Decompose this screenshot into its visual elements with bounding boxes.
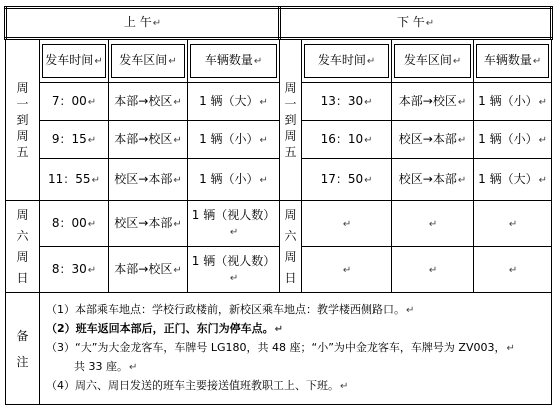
schedule-cell-time: 7：00↵ bbox=[40, 83, 109, 121]
empty-cell: ↵ bbox=[392, 247, 474, 293]
afternoon-header: 下 午↵ bbox=[280, 8, 552, 39]
schedule-cell-vehicles: 1 辆（小）↵ bbox=[188, 121, 280, 159]
weekday-label: 周 一 到 周 五 bbox=[6, 39, 40, 201]
schedule-cell-vehicles: 1 辆（视人数）↵ bbox=[188, 247, 280, 293]
schedule-cell-time: 16：10↵ bbox=[302, 121, 392, 159]
schedule-cell-route: 本部→校区↵ bbox=[392, 83, 474, 121]
empty-cell: ↵ bbox=[302, 247, 392, 293]
empty-cell: ↵ bbox=[302, 201, 392, 247]
schedule-cell-route: 校区→本部↵ bbox=[392, 121, 474, 159]
column-header-time-pm: 发车时间↵ bbox=[304, 44, 389, 78]
weekday-label-pm: 周 一 到 周 五 bbox=[280, 39, 302, 201]
empty-cell: ↵ bbox=[474, 247, 552, 293]
schedule-cell-route: 校区→本部↵ bbox=[109, 159, 188, 201]
column-header-route-pm: 发车区间↵ bbox=[394, 44, 471, 78]
note-item: 共 33 座。↵ bbox=[74, 360, 138, 373]
schedule-cell-time: 13：30↵ bbox=[302, 83, 392, 121]
notes-row bbox=[6, 293, 552, 405]
note-item: （1）本部乘车地点：学校行政楼前，新校区乘车地点：教学楼西侧路口。↵ bbox=[46, 303, 415, 316]
column-header-vehicles-pm: 车辆数量↵ bbox=[476, 44, 549, 78]
table-row bbox=[6, 159, 552, 201]
note-item: （2）班车返回本部后，正门、东门为停车点。↵ bbox=[46, 322, 284, 335]
schedule-cell-vehicles: 1 辆（大）↵ bbox=[474, 159, 552, 201]
half-day-header-row bbox=[6, 8, 552, 39]
column-header-row bbox=[6, 39, 552, 83]
schedule-cell-route: 本部→校区↵ bbox=[109, 121, 188, 159]
table-row bbox=[6, 247, 552, 293]
schedule-cell-vehicles: 1 辆（视人数）↵ bbox=[188, 201, 280, 247]
schedule-cell-vehicles: 1 辆（小）↵ bbox=[474, 83, 552, 121]
weekend-label: 周 六 周 日 bbox=[6, 201, 40, 293]
note-item: （4）周六、周日发送的班车主要接送值班教职工上、下班。↵ bbox=[46, 379, 349, 392]
bus-schedule-table bbox=[4, 6, 553, 405]
column-header-time: 发车时间↵ bbox=[42, 44, 106, 78]
schedule-cell-route: 校区→本部↵ bbox=[392, 159, 474, 201]
schedule-cell-route: 本部→校区↵ bbox=[109, 83, 188, 121]
column-header-route: 发车区间↵ bbox=[111, 44, 185, 78]
morning-header: 上 午↵ bbox=[6, 8, 280, 39]
table-row bbox=[6, 121, 552, 159]
schedule-cell-time: 8：00↵ bbox=[40, 201, 109, 247]
schedule-cell-time: 11：55↵ bbox=[40, 159, 109, 201]
schedule-cell-time: 17：50↵ bbox=[302, 159, 392, 201]
schedule-cell-route: 本部→校区↵ bbox=[109, 247, 188, 293]
schedule-cell-vehicles: 1 辆（小）↵ bbox=[188, 159, 280, 201]
note-item: （3）“大”为大金龙客车，车牌号 LG180，共 48 座；“小”为中金龙客车，车牌号为 ZV003，↵ bbox=[46, 341, 515, 354]
schedule-cell-time: 9：15↵ bbox=[40, 121, 109, 159]
weekend-label-pm: 周 六 周 日 bbox=[280, 201, 302, 293]
column-header-vehicles: 车辆数量↵ bbox=[190, 44, 277, 78]
notes-label: 备 注 bbox=[6, 293, 40, 405]
schedule-cell-route: 校区→本部↵ bbox=[109, 201, 188, 247]
empty-cell: ↵ bbox=[392, 201, 474, 247]
table-row bbox=[6, 201, 552, 247]
schedule-cell-vehicles: 1 辆（大）↵ bbox=[188, 83, 280, 121]
empty-cell: ↵ bbox=[474, 201, 552, 247]
notes-content bbox=[40, 293, 552, 405]
table-row bbox=[6, 83, 552, 121]
schedule-cell-vehicles: 1 辆（小）↵ bbox=[474, 121, 552, 159]
schedule-cell-time: 8：30↵ bbox=[40, 247, 109, 293]
